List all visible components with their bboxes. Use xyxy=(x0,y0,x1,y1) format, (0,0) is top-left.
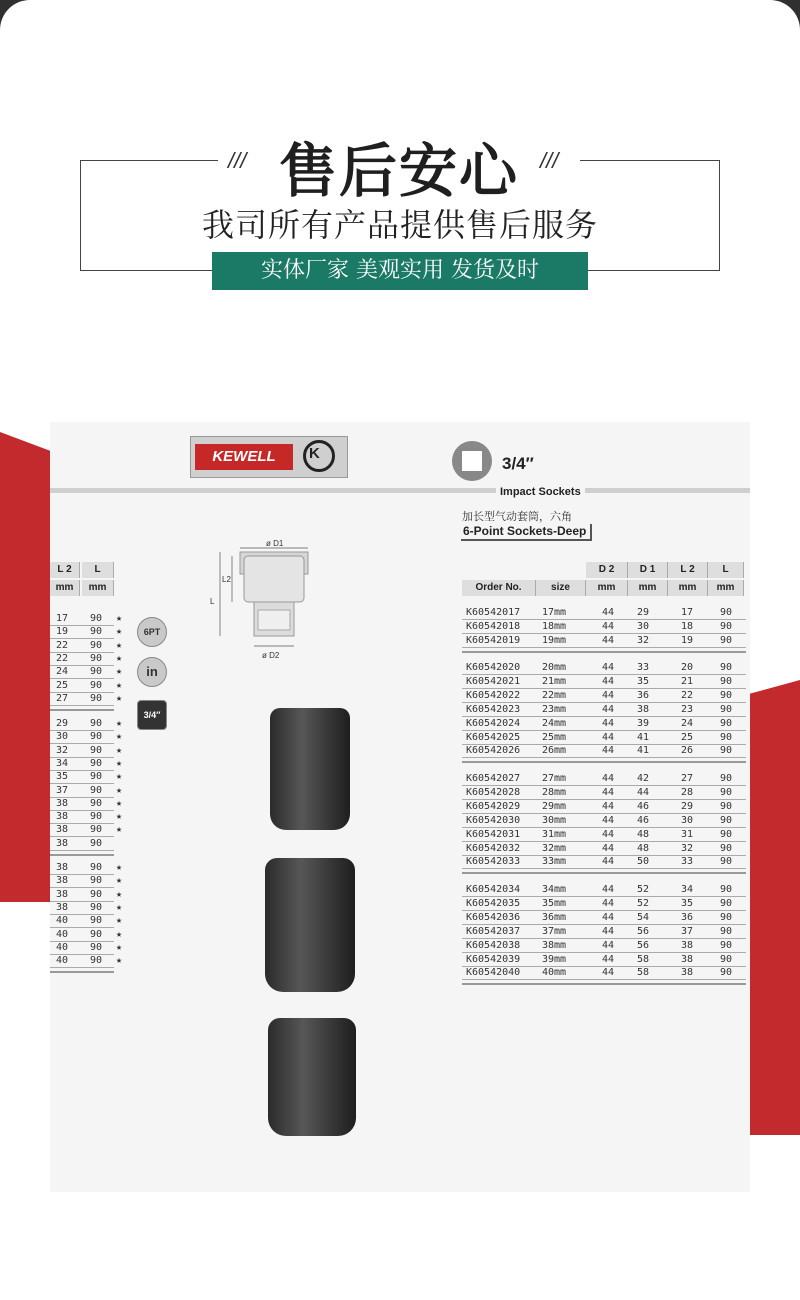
left-table-cell: 29 xyxy=(56,718,69,729)
table-cell: 90 xyxy=(720,731,733,743)
table-cell: 38mm xyxy=(542,939,567,951)
inch-badge: in xyxy=(137,657,167,687)
table-cell: 33mm xyxy=(542,856,567,868)
table-cell: 44 xyxy=(602,634,615,646)
table-cell: 44 xyxy=(602,773,615,784)
slash-right: /// xyxy=(540,148,559,173)
table-cell: 44 xyxy=(602,939,615,951)
left-table-cell: 90 xyxy=(90,811,103,823)
table-cell: 90 xyxy=(720,967,733,979)
label-d2: ø D2 xyxy=(262,651,280,660)
left-table-cell: 32 xyxy=(56,744,69,756)
table-cell: 46 xyxy=(637,814,650,826)
left-table-cell: 19 xyxy=(56,626,69,638)
left-table-row xyxy=(50,811,130,824)
table-cell: 28mm xyxy=(542,786,567,798)
left-table-cell: 30 xyxy=(56,731,69,743)
table-cell: 90 xyxy=(720,607,733,618)
left-table-cell: ★ xyxy=(116,652,123,664)
left-table-cell: 90 xyxy=(90,824,103,836)
left-table-cell: 90 xyxy=(90,941,103,953)
table-cell: 32 xyxy=(681,842,694,854)
table-cell: 58 xyxy=(637,953,650,965)
table-cell: K60542026 xyxy=(466,745,521,757)
left-table-row xyxy=(50,862,130,875)
table-cell: 46 xyxy=(637,800,650,812)
table-cell: 19mm xyxy=(542,634,567,646)
table-cell: 25 xyxy=(681,731,694,743)
table-cell: 38 xyxy=(681,939,694,951)
left-group-separator xyxy=(50,709,114,711)
table-cell: 40mm xyxy=(542,967,567,979)
banner: 实体厂家 美观实用 发货及时 xyxy=(212,252,588,290)
left-table-cell: ★ xyxy=(116,875,123,887)
table-cell: 34mm xyxy=(542,884,567,895)
header-cell: D 2 xyxy=(586,562,628,578)
left-table-cell: 35 xyxy=(56,771,69,783)
table-cell: 44 xyxy=(602,911,615,923)
series-label: 6-Point Sockets-Deep xyxy=(461,524,592,541)
table-cell: 90 xyxy=(720,911,733,923)
left-table-row xyxy=(50,640,130,653)
left-table-cell: 90 xyxy=(90,679,103,691)
left-table-cell: 38 xyxy=(56,837,69,849)
left-table-cell: ★ xyxy=(116,613,123,624)
left-table-cell: ★ xyxy=(116,718,123,729)
table-row xyxy=(0,967,800,980)
table-cell: 29 xyxy=(681,800,694,812)
left-table-cell: ★ xyxy=(116,744,123,756)
table-cell: 90 xyxy=(720,897,733,909)
table-cell: 50 xyxy=(637,856,650,868)
table-cell: 44 xyxy=(602,884,615,895)
table-cell: K60542021 xyxy=(466,675,521,687)
table-cell: K60542028 xyxy=(466,786,521,798)
table-cell: 56 xyxy=(637,925,650,937)
header-cell: Order No. xyxy=(462,580,536,596)
left-table-cell: 34 xyxy=(56,757,69,769)
table-cell: 44 xyxy=(602,828,615,840)
table-cell: K60542035 xyxy=(466,897,521,909)
group-separator xyxy=(462,761,746,763)
left-table-cell: ★ xyxy=(116,771,123,783)
table-cell: 30mm xyxy=(542,814,567,826)
table-cell: 44 xyxy=(602,856,615,868)
left-table-row xyxy=(50,798,130,811)
left-table-cell: 40 xyxy=(56,955,69,967)
cn-subtitle: 加长型气动套筒，六角 xyxy=(462,510,572,523)
table-cell: 29mm xyxy=(542,800,567,812)
page-title: 售后安心 xyxy=(278,137,519,205)
table-cell: 26 xyxy=(681,745,694,757)
table-cell: 48 xyxy=(637,842,650,854)
left-table-cell: 90 xyxy=(90,652,103,664)
table-cell: K60542031 xyxy=(466,828,521,840)
left-header-cell: L 2 xyxy=(50,562,80,578)
table-cell: 90 xyxy=(720,662,733,673)
table-cell: 35 xyxy=(637,675,650,687)
left-table-row xyxy=(50,902,130,915)
table-cell: 90 xyxy=(720,814,733,826)
left-table-cell: 90 xyxy=(90,901,103,913)
table-cell: 27 xyxy=(681,773,694,784)
left-table-cell: 40 xyxy=(56,941,69,953)
left-table-cell: 90 xyxy=(90,626,103,638)
left-table-cell: 25 xyxy=(56,679,69,691)
table-cell: K60542030 xyxy=(466,814,521,826)
left-table-cell: ★ xyxy=(116,639,123,651)
drive-size: 3/4″ xyxy=(502,454,534,473)
table-cell: 31mm xyxy=(542,828,567,840)
left-table-cell: 90 xyxy=(90,718,103,729)
left-table-row xyxy=(50,785,130,798)
label-l2: L2 xyxy=(222,575,231,584)
left-table-row xyxy=(50,929,130,942)
header-cell: mm xyxy=(586,580,628,596)
left-table-cell: ★ xyxy=(116,955,123,967)
table-cell: 52 xyxy=(637,897,650,909)
table-cell: 18mm xyxy=(542,620,567,632)
table-cell: K60542023 xyxy=(466,703,521,715)
table-cell: 42 xyxy=(637,773,650,784)
left-table-cell: 40 xyxy=(56,915,69,927)
table-cell: 54 xyxy=(637,911,650,923)
table-cell: K60542038 xyxy=(466,939,521,951)
table-cell: 35 xyxy=(681,897,694,909)
table-cell: K60542024 xyxy=(466,717,521,729)
table-cell: 35mm xyxy=(542,897,567,909)
left-header-cell: mm xyxy=(82,580,114,596)
table-cell: 44 xyxy=(602,925,615,937)
table-cell: K60542020 xyxy=(466,662,521,673)
label-l: L xyxy=(210,597,215,606)
table-cell: 90 xyxy=(720,620,733,632)
left-table-cell: 90 xyxy=(90,784,103,796)
table-cell: 44 xyxy=(602,689,615,701)
table-cell: 44 xyxy=(637,786,650,798)
left-table-row xyxy=(50,680,130,693)
catalog-rule xyxy=(50,488,750,493)
left-table-cell: 90 xyxy=(90,928,103,940)
left-table-row xyxy=(50,889,130,902)
left-table-cell: 40 xyxy=(56,928,69,940)
left-table-row xyxy=(50,915,130,928)
table-cell: 90 xyxy=(720,953,733,965)
table-cell: K60542025 xyxy=(466,731,521,743)
left-group-separator xyxy=(50,971,114,973)
table-cell: 44 xyxy=(602,662,615,673)
left-table-row xyxy=(50,626,130,639)
left-table-cell: 38 xyxy=(56,901,69,913)
table-cell: 90 xyxy=(720,717,733,729)
table-cell: 24 xyxy=(681,717,694,729)
table-cell: K60542039 xyxy=(466,953,521,965)
table-cell: K60542033 xyxy=(466,856,521,868)
left-group-separator xyxy=(50,854,114,856)
left-table-cell: 90 xyxy=(90,797,103,809)
group-separator xyxy=(462,651,746,653)
table-cell: 90 xyxy=(720,745,733,757)
table-cell: 25mm xyxy=(542,731,567,743)
table-cell: 36mm xyxy=(542,911,567,923)
left-table-cell: 90 xyxy=(90,955,103,967)
left-table-cell: ★ xyxy=(116,928,123,940)
socket-photo-3 xyxy=(268,1018,356,1136)
table-cell: 90 xyxy=(720,884,733,895)
header-cell: mm xyxy=(628,580,668,596)
left-table-cell: 90 xyxy=(90,692,103,704)
table-cell: 44 xyxy=(602,620,615,632)
table-cell: 90 xyxy=(720,786,733,798)
left-table-row xyxy=(50,718,130,731)
left-table-cell: ★ xyxy=(116,784,123,796)
table-cell: K60542036 xyxy=(466,911,521,923)
left-table-cell: ★ xyxy=(116,901,123,913)
left-table-cell: ★ xyxy=(116,824,123,836)
table-cell: 34 xyxy=(681,884,694,895)
left-table-cell: 22 xyxy=(56,652,69,664)
table-cell: 58 xyxy=(637,967,650,979)
left-table-row xyxy=(50,771,130,784)
left-table-cell: 90 xyxy=(90,757,103,769)
header-cell: L xyxy=(708,562,744,578)
table-cell: 90 xyxy=(720,689,733,701)
left-table-cell: ★ xyxy=(116,757,123,769)
table-cell: 26mm xyxy=(542,745,567,757)
table-cell: 22mm xyxy=(542,689,567,701)
left-table-row xyxy=(50,758,130,771)
left-table-row xyxy=(50,942,130,955)
table-cell: 28 xyxy=(681,786,694,798)
table-cell: 36 xyxy=(681,911,694,923)
left-table-cell: 90 xyxy=(90,744,103,756)
table-cell: 30 xyxy=(681,814,694,826)
table-cell: 38 xyxy=(681,967,694,979)
table-cell: 32mm xyxy=(542,842,567,854)
left-table-row xyxy=(50,693,130,706)
table-cell: K60542018 xyxy=(466,620,521,632)
left-table-cell: ★ xyxy=(116,731,123,743)
left-table-cell: 38 xyxy=(56,797,69,809)
group-separator xyxy=(462,872,746,874)
table-cell: 32 xyxy=(637,634,650,646)
table-cell: 37 xyxy=(681,925,694,937)
table-cell: 48 xyxy=(637,828,650,840)
table-cell: 22 xyxy=(681,689,694,701)
table-cell: 44 xyxy=(602,842,615,854)
left-header-cell: L xyxy=(82,562,114,578)
brand-mark: K xyxy=(303,440,335,472)
table-cell: 23 xyxy=(681,703,694,715)
category-label: Impact Sockets xyxy=(496,486,585,498)
table-cell: 90 xyxy=(720,856,733,868)
table-cell: K60542027 xyxy=(466,773,521,784)
left-table-cell: 17 xyxy=(56,613,69,624)
left-table-cell: 37 xyxy=(56,784,69,796)
left-table-cell: 90 xyxy=(90,731,103,743)
left-table-row xyxy=(50,731,130,744)
left-table-cell: 38 xyxy=(56,862,69,873)
table-cell: K60542032 xyxy=(466,842,521,854)
table-cell: 31 xyxy=(681,828,694,840)
table-cell: 39 xyxy=(637,717,650,729)
table-cell: 41 xyxy=(637,745,650,757)
label-d1: ø D1 xyxy=(266,540,284,548)
left-table-cell: 90 xyxy=(90,875,103,887)
left-table-row xyxy=(50,875,130,888)
table-cell: 90 xyxy=(720,842,733,854)
table-cell: 56 xyxy=(637,939,650,951)
left-table-cell: ★ xyxy=(116,862,123,873)
header-cell: L 2 xyxy=(668,562,708,578)
left-table-cell: 38 xyxy=(56,824,69,836)
left-table-cell: 90 xyxy=(90,771,103,783)
table-cell: 30 xyxy=(637,620,650,632)
table-cell: 17mm xyxy=(542,607,567,618)
left-table-cell: 90 xyxy=(90,888,103,900)
table-cell: 39mm xyxy=(542,953,567,965)
square-drive-icon xyxy=(452,441,492,481)
left-table-cell: 90 xyxy=(90,915,103,927)
table-cell: 19 xyxy=(681,634,694,646)
table-cell: 90 xyxy=(720,634,733,646)
left-table-cell: 90 xyxy=(90,862,103,873)
header-cell: D 1 xyxy=(628,562,668,578)
table-cell: 44 xyxy=(602,800,615,812)
table-cell: K60542040 xyxy=(466,967,521,979)
left-table-row xyxy=(50,745,130,758)
table-cell: 44 xyxy=(602,731,615,743)
left-table-cell: ★ xyxy=(116,666,123,678)
6pt-badge: 6PT xyxy=(137,617,167,647)
left-table-cell: 38 xyxy=(56,888,69,900)
left-table-cell: 38 xyxy=(56,875,69,887)
table-cell: 44 xyxy=(602,607,615,618)
left-table-row xyxy=(50,666,130,679)
table-cell: 24mm xyxy=(542,717,567,729)
table-cell: 44 xyxy=(602,703,615,715)
brand-logo xyxy=(190,436,348,478)
table-cell: 44 xyxy=(602,953,615,965)
table-cell: 21 xyxy=(681,675,694,687)
table-cell: 23mm xyxy=(542,703,567,715)
left-table-cell: ★ xyxy=(116,626,123,638)
header-cell: size xyxy=(536,580,586,596)
table-cell: 44 xyxy=(602,814,615,826)
table-cell: K60542029 xyxy=(466,800,521,812)
brand-name: KEWELL xyxy=(195,444,293,470)
table-cell: 44 xyxy=(602,675,615,687)
left-table-cell: 24 xyxy=(56,666,69,678)
left-table-cell: 90 xyxy=(90,639,103,651)
table-cell: K60542019 xyxy=(466,634,521,646)
table-cell: 33 xyxy=(637,662,650,673)
title-wrap xyxy=(218,120,580,205)
top-frame xyxy=(0,0,800,30)
left-table-cell: ★ xyxy=(116,915,123,927)
table-cell: 90 xyxy=(720,703,733,715)
table-cell: K60542022 xyxy=(466,689,521,701)
table-cell: 44 xyxy=(602,897,615,909)
table-cell: 90 xyxy=(720,828,733,840)
table-cell: 90 xyxy=(720,800,733,812)
left-table-cell: ★ xyxy=(116,797,123,809)
left-table-cell: 22 xyxy=(56,639,69,651)
table-cell: 17 xyxy=(681,607,694,618)
left-table-cell: ★ xyxy=(116,679,123,691)
table-cell: K60542034 xyxy=(466,884,521,895)
left-table-cell: ★ xyxy=(116,692,123,704)
table-cell: 41 xyxy=(637,731,650,743)
left-table-cell: ★ xyxy=(116,888,123,900)
table-cell: 90 xyxy=(720,773,733,784)
left-table-row xyxy=(50,955,130,968)
table-cell: K60542017 xyxy=(466,607,521,618)
table-cell: 44 xyxy=(602,786,615,798)
table-cell: 90 xyxy=(720,925,733,937)
left-header-cell: mm xyxy=(50,580,80,596)
group-separator xyxy=(462,983,746,985)
left-table-cell: ★ xyxy=(116,941,123,953)
left-table-cell: 90 xyxy=(90,837,103,849)
table-cell: 36 xyxy=(637,689,650,701)
left-table-cell: 90 xyxy=(90,613,103,624)
table-cell: 20mm xyxy=(542,662,567,673)
table-cell: 90 xyxy=(720,675,733,687)
table-cell: 90 xyxy=(720,939,733,951)
table-cell: 18 xyxy=(681,620,694,632)
table-cell: 44 xyxy=(602,745,615,757)
left-table-cell: ★ xyxy=(116,811,123,823)
table-cell: 38 xyxy=(681,953,694,965)
table-cell: 38 xyxy=(637,703,650,715)
table-cell: 44 xyxy=(602,967,615,979)
table-cell: 33 xyxy=(681,856,694,868)
slash-left: /// xyxy=(228,148,247,173)
subtitle: 我司所有产品提供售后服务 xyxy=(201,206,598,244)
left-table-row xyxy=(50,838,130,851)
header-cell: mm xyxy=(708,580,744,596)
header-cell: mm xyxy=(668,580,708,596)
table-cell: 29 xyxy=(637,607,650,618)
left-table-row xyxy=(50,653,130,666)
left-table-cell: 38 xyxy=(56,811,69,823)
left-table-cell: 27 xyxy=(56,692,69,704)
left-table-row xyxy=(50,613,130,626)
table-cell: 37mm xyxy=(542,925,567,937)
table-cell: 52 xyxy=(637,884,650,895)
left-table-row xyxy=(50,824,130,837)
table-cell: 27mm xyxy=(542,773,567,784)
left-table-cell: 90 xyxy=(90,666,103,678)
table-cell: 44 xyxy=(602,717,615,729)
table-cell: 20 xyxy=(681,662,694,673)
table-cell: K60542037 xyxy=(466,925,521,937)
table-cell: 21mm xyxy=(542,675,567,687)
drive-badge: 3/4″ xyxy=(137,700,167,730)
